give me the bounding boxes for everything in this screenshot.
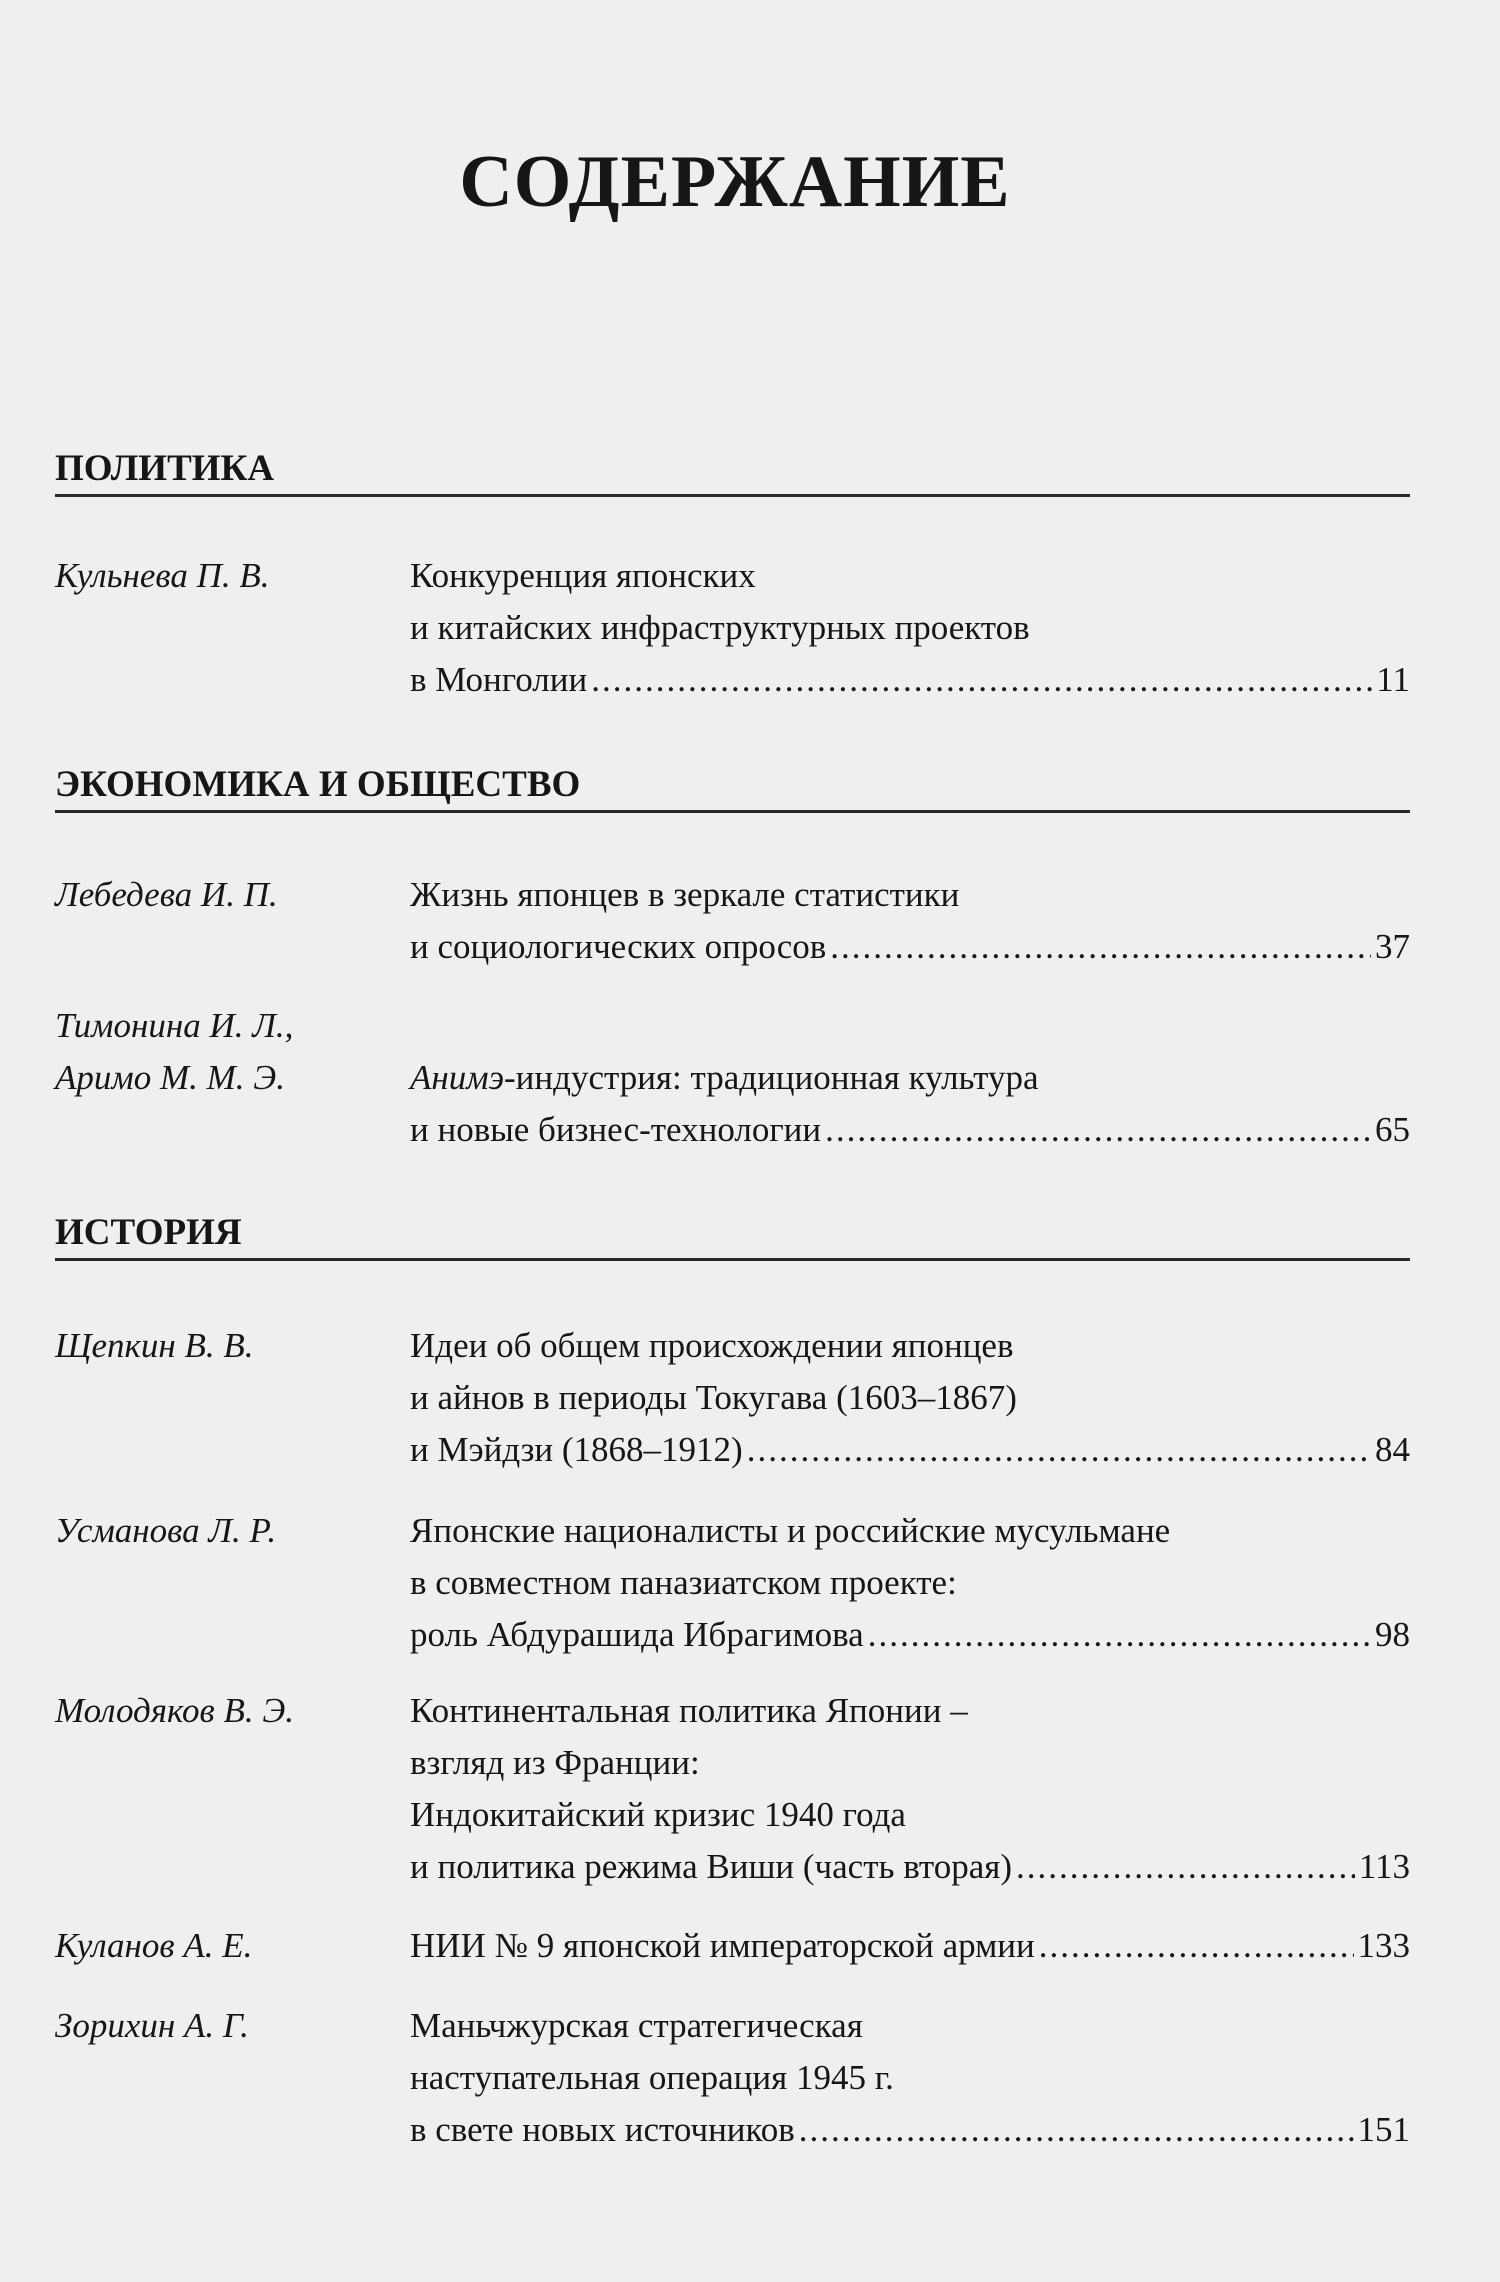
page-number: 98 — [1375, 1615, 1410, 1654]
dot-leader — [799, 2104, 1354, 2156]
dot-leader — [591, 654, 1372, 706]
entry-title: Жизнь японцев в зеркале статистики и социологических опросов ..... 37 — [410, 869, 1410, 973]
section-heading-history: ИСТОРИЯ — [55, 1211, 1410, 1261]
dot-leader — [1039, 1920, 1354, 1972]
entry-author: Куланов А. Е. — [55, 1926, 253, 1965]
page-number: 113 — [1358, 1847, 1410, 1886]
page-title: СОДЕРЖАНИЕ — [459, 141, 1011, 223]
entry-author: Тимонина И. Л., Аримо М. М. Э. — [55, 1006, 294, 1097]
dot-leader — [825, 1104, 1371, 1156]
entry-title: Континентальная политика Японии – взгляд из Франции: Индокитайский кризис 1940 года и политика режима Виши (часть вторая) ..... 113 — [410, 1685, 1410, 1893]
entry-author: Зорихин А. Г. — [55, 2006, 249, 2045]
entry-author: Кульнева П. В. — [55, 556, 270, 595]
entry-title: Конкуренция японских и китайских инфраструктурных проектов в Монголии ..... 11 — [410, 550, 1410, 706]
entry-title: Маньчжурская стратегическая наступательная операция 1945 г. в свете новых источников ..... 151 — [410, 2000, 1410, 2156]
dot-leader — [747, 1424, 1371, 1476]
entry-author: Усманова Л. Р. — [55, 1511, 277, 1550]
dot-leader — [830, 921, 1371, 973]
section-heading-economy: ЭКОНОМИКА И ОБЩЕСТВО — [55, 763, 1410, 813]
section-heading-politics: ПОЛИТИКА — [55, 447, 1410, 497]
entry-title: Идеи об общем происхождении японцев и айнов в периоды Токугава (1603–1867) и Мэйдзи (1868–1912) ..... 84 — [410, 1320, 1410, 1476]
dot-leader — [1016, 1841, 1355, 1893]
page-number: 84 — [1375, 1430, 1410, 1469]
entry-title: НИИ № 9 японской императорской армии ..... 133 — [410, 1920, 1410, 1972]
page-number: 65 — [1375, 1110, 1410, 1149]
page-number: 37 — [1375, 927, 1410, 966]
page-number: 11 — [1376, 660, 1410, 699]
entry-author: Лебедева И. П. — [55, 875, 278, 914]
page-number: 151 — [1357, 2110, 1410, 2149]
dot-leader — [868, 1609, 1371, 1661]
entry-title: Анимэ-индустрия: традиционная культура и новые бизнес-технологии ..... 65 — [410, 1052, 1410, 1156]
entry-author: Молодяков В. Э. — [55, 1691, 295, 1730]
entry-title: Японские националисты и российские мусульмане в совместном паназиатском проекте: роль Абдурашида Ибрагимова ..... 98 — [410, 1505, 1410, 1661]
page-number: 133 — [1357, 1926, 1410, 1965]
entry-author: Щепкин В. В. — [55, 1326, 254, 1365]
